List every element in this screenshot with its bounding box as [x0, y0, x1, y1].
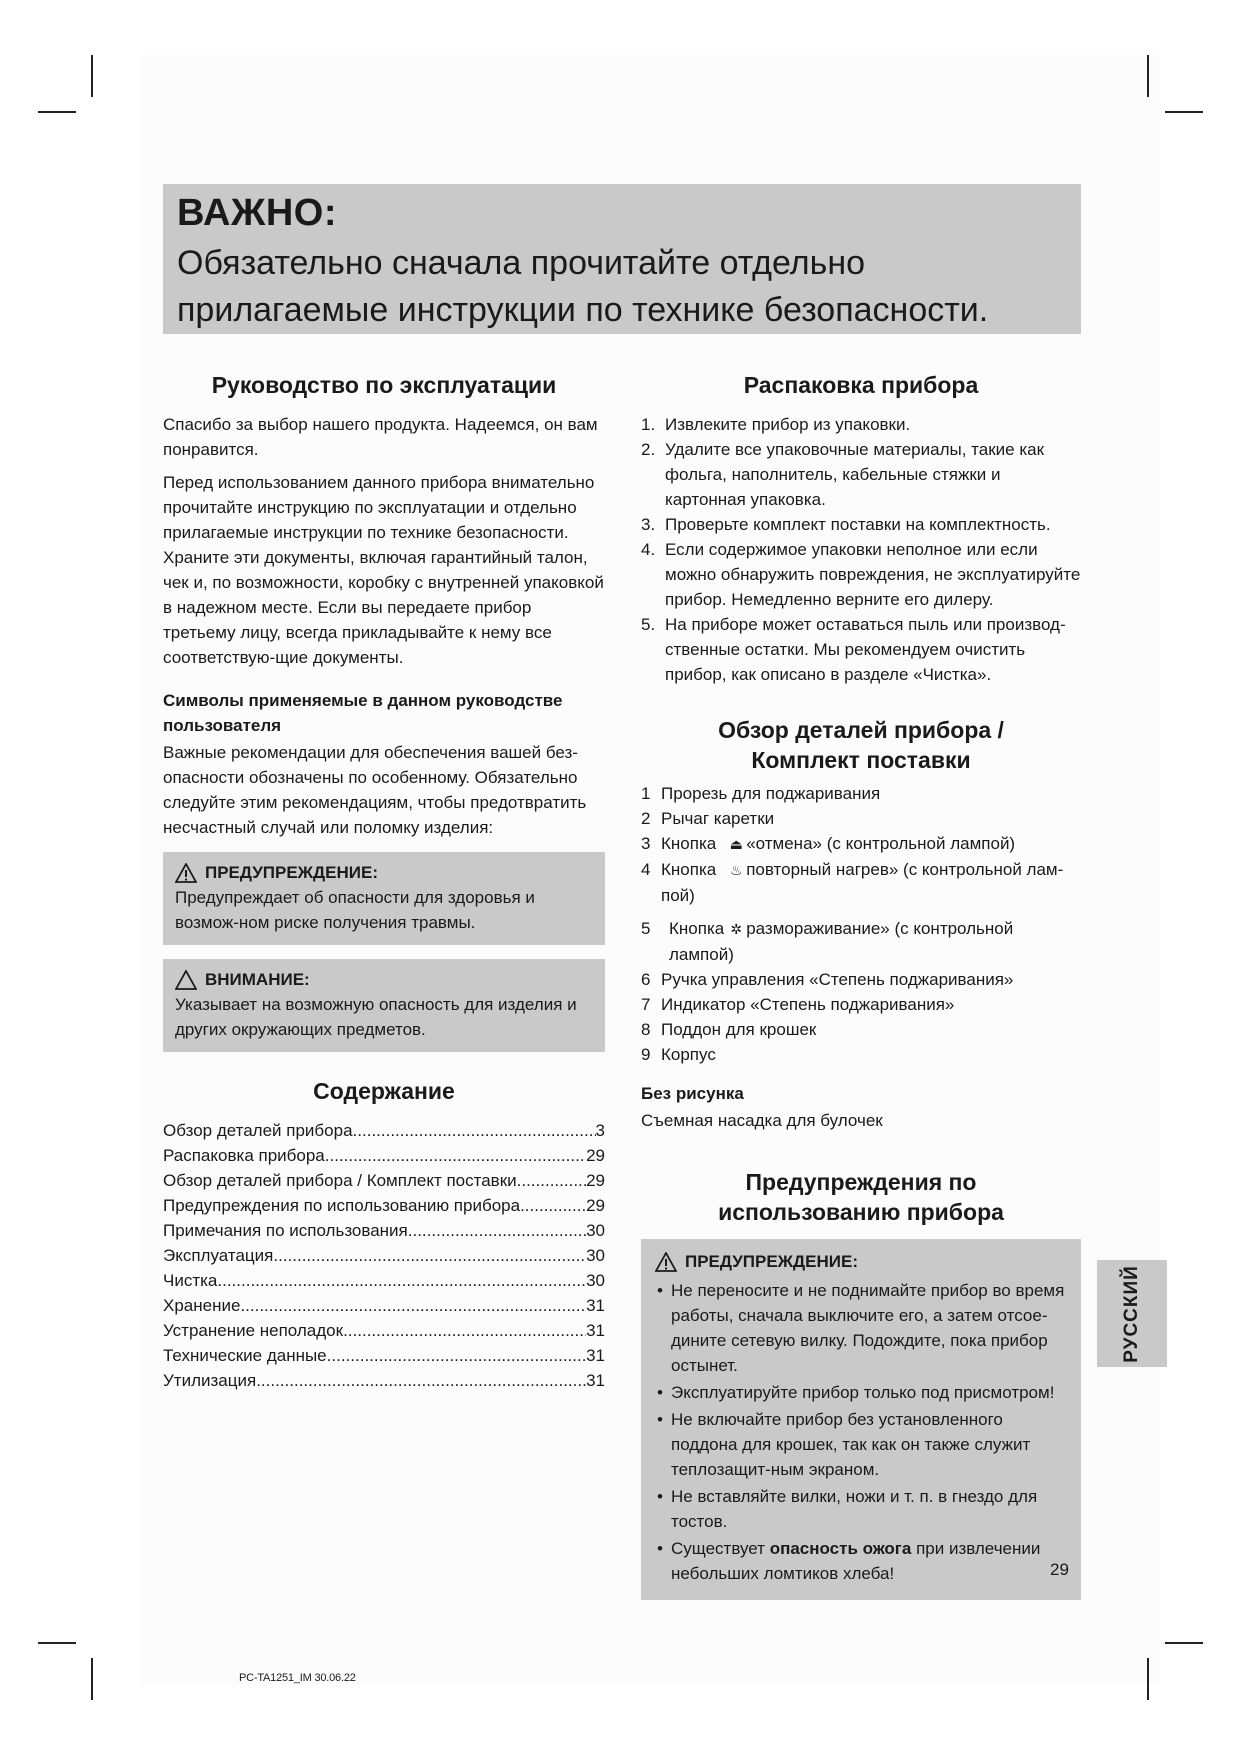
list-item — [641, 992, 1081, 1017]
toc-label: Обзор деталей прибора — [163, 1121, 353, 1140]
usage-heading-line-1: Предупреждения по — [745, 1169, 977, 1195]
list-item: • Не включайте прибор без установленного поддона для крошек, так как он также служит теплозащит-ным экраном. — [649, 1407, 1067, 1482]
symbols-text: Важные рекомендации для обеспечения вашей без-опасности обозначены по особенному. Обязательно следуйте этим рекомендациям, чтобы предотвратить несчастный случай или поломку изделия: — [163, 743, 587, 837]
part-number: 2 — [641, 809, 651, 828]
eject-icon: ⏏ — [729, 836, 743, 852]
intro-paragraph-2: Перед использованием данного прибора внимательно прочитайте инструкцию по эксплуатации и отдельно прилагаемые инструкции по технике безопасности. Храните эти документы, включая гарантийный талон, чек и, по возможности, коробку с внутренней упаковкой в надежном месте. Если вы передаете прибор третьему лицу, всегда прикладывайте к нему все соответствую-щие документы. — [163, 473, 604, 667]
defrost-icon: ✲ — [730, 921, 743, 937]
crop-mark — [1165, 1642, 1203, 1644]
part-number: 6 — [641, 970, 651, 989]
list-item — [641, 967, 1081, 992]
toc-page: 31 — [586, 1296, 605, 1315]
part-text: Кнопка — [669, 919, 725, 938]
toc-entry[interactable] — [163, 1343, 605, 1368]
warning-box — [163, 852, 605, 945]
list-item — [641, 1042, 1081, 1067]
intro-paragraph-1: Спасибо за выбор нашего продукта. Надеемся, он вам понравится. — [163, 415, 598, 459]
list-item — [641, 806, 1081, 831]
unpack-heading: Распаковка прибора — [743, 372, 979, 398]
no-picture-heading: Без рисунка — [641, 1084, 744, 1103]
reheat-icon: ♨ — [729, 862, 743, 878]
crop-mark — [38, 1642, 76, 1644]
step-text: Проверьте комплект поставки на комплектность. — [665, 515, 1051, 534]
toc-label: Технические данные — [163, 1346, 327, 1365]
list-item — [641, 1017, 1081, 1042]
list-item — [641, 412, 1081, 437]
bullet-text: Эксплуатируйте прибор только под присмотром! — [671, 1383, 1055, 1402]
bullet-text: Существует — [671, 1539, 770, 1558]
usage-heading — [641, 1167, 1081, 1227]
part-text: Кнопка — [661, 834, 717, 853]
crop-mark — [38, 111, 76, 113]
toc-entry[interactable] — [163, 1268, 605, 1293]
no-picture-text: Съемная насадка для булочек — [641, 1111, 883, 1130]
warning-title — [175, 860, 593, 885]
part-text: Ручка управления «Степень поджаривания» — [661, 970, 1014, 989]
list-item — [641, 612, 1081, 687]
list-item: • Не вставляйте вилки, ножи и т. п. в гнездо для тостов. — [649, 1484, 1067, 1534]
toc-page: 31 — [586, 1371, 605, 1390]
list-item: • Существует опасность ожога при извлечении небольших ломтиков хлеба! — [657, 1539, 1041, 1583]
toc-entry[interactable] — [163, 1193, 605, 1218]
parts-heading — [641, 715, 1081, 775]
usage-warning-list — [649, 1278, 1067, 1586]
part-text: Индикатор «Степень поджаривания» — [661, 995, 955, 1014]
part-text-rest: повторный нагрев» (с контрольной лам-пой) — [661, 860, 1064, 905]
crop-mark — [91, 1658, 93, 1700]
footer-code: PC-TA1251_IM 30.06.22 — [239, 1672, 356, 1684]
toc-label: Эксплуатация — [163, 1246, 274, 1265]
step-number: 4. — [641, 540, 656, 559]
part-number: 1 — [641, 784, 651, 803]
toc-page: 30 — [586, 1271, 605, 1290]
list-item — [641, 831, 1081, 857]
toc-label: Утилизация — [163, 1371, 257, 1390]
caution-triangle-icon — [175, 970, 197, 990]
right-column — [641, 370, 1081, 1614]
part-number: 8 — [641, 1020, 651, 1039]
crop-mark — [1147, 55, 1149, 97]
list-item — [641, 437, 1081, 512]
part-text-rest: «отмена» (с контрольной лампой) — [746, 834, 1016, 853]
step-number: 5. — [641, 615, 656, 634]
bullet-text-rest: при извлечении небольших ломтиков хлеба! — [671, 1539, 1041, 1583]
part-number: 3 — [641, 834, 651, 853]
language-tab — [1097, 1260, 1167, 1367]
part-text: Рычаг каретки — [661, 809, 775, 828]
toc-entry[interactable] — [163, 1318, 605, 1343]
part-number: 7 — [641, 995, 651, 1014]
bullet-bold-text: опасность ожога — [769, 1539, 912, 1558]
step-number: 2. — [641, 440, 656, 459]
part-text: Корпус — [661, 1045, 716, 1064]
bullet-text: Не переносите и не поднимайте прибор во время работы, сначала выключите его, а затем отсое-дините сетевую вилку. Подождите, пока прибор остынет. — [671, 1281, 1065, 1375]
toc-entry[interactable] — [163, 1243, 605, 1268]
banner-text: Обязательно сначала прочитайте отдельно прилагаемые инструкции по технике безопасности. — [177, 244, 989, 329]
list-item — [641, 512, 1081, 537]
toc-label: Предупреждения по использованию прибора — [163, 1196, 521, 1215]
toc-entry[interactable] — [163, 1118, 605, 1143]
symbols-heading: Символы применяемые в данном руководстве пользователя — [163, 691, 563, 735]
banner-title: ВАЖНО: — [177, 192, 337, 234]
toc-heading: Содержание — [313, 1078, 455, 1104]
left-column — [163, 370, 605, 1393]
part-number: 5 — [641, 919, 651, 938]
toc-entry[interactable] — [163, 1168, 605, 1193]
toc-page: 29 — [586, 1146, 605, 1165]
part-number: 9 — [641, 1045, 651, 1064]
warning-triangle-icon — [655, 1252, 677, 1272]
crop-mark — [1165, 111, 1203, 113]
parts-heading-line-2: Комплект поставки — [751, 747, 971, 773]
list-item — [641, 916, 1081, 967]
list-item — [641, 781, 1081, 806]
toc-label: Чистка — [163, 1271, 218, 1290]
toc-page: 3 — [595, 1121, 605, 1140]
warning-text: Предупреждает об опасности для здоровья и возмож-ном риске получения травмы. — [175, 888, 535, 932]
unpack-steps — [641, 412, 1081, 687]
manual-heading: Руководство по эксплуатации — [211, 372, 557, 398]
step-number: 3. — [641, 515, 656, 534]
toc-entry[interactable] — [163, 1293, 605, 1318]
part-text: Поддон для крошек — [661, 1020, 817, 1039]
language-tab-label: РУССКИЙ — [1121, 1264, 1142, 1363]
toc-page: 31 — [586, 1346, 605, 1365]
bullet-text: Не включайте прибор без установленного поддона для крошек, так как он также служит теплозащит-ным экраном. — [671, 1410, 1031, 1479]
part-text: Прорезь для поджаривания — [661, 784, 881, 803]
part-number: 4 — [641, 860, 651, 879]
caution-title-text: ВНИМАНИЕ: — [205, 970, 310, 989]
step-text: Если содержимое упаковки неполное или если можно обнаружить повреждения, не эксплуатируйте прибор. Немедленно верните его дилеру. — [665, 540, 1081, 609]
usage-warning-title-text: ПРЕДУПРЕЖДЕНИЕ: — [685, 1252, 858, 1271]
crop-mark — [91, 55, 93, 97]
toc-entry[interactable] — [163, 1143, 605, 1168]
caution-box — [163, 959, 605, 1052]
list-item: • Не переносите и не поднимайте прибор во время работы, сначала выключите его, а затем отсое-дините сетевую вилку. Подождите, пока прибор остынет. — [649, 1278, 1067, 1378]
caution-text: Указывает на возможную опасность для изделия и других окружающих предметов. — [175, 995, 577, 1039]
list-item — [641, 857, 1081, 908]
usage-warning-title — [649, 1249, 1067, 1274]
toc-label: Хранение — [163, 1296, 241, 1315]
toc-label: Примечания по использования — [163, 1221, 408, 1240]
list-item — [641, 537, 1081, 612]
step-text: На приборе может оставаться пыль или производ-ственные остатки. Мы рекомендуем очистить прибор, как описано в разделе «Чистка». — [665, 615, 1066, 684]
caution-title — [175, 967, 593, 992]
bullet-text: Не вставляйте вилки, ножи и т. п. в гнездо для тостов. — [671, 1487, 1038, 1531]
toc-page: 30 — [586, 1246, 605, 1265]
step-number: 1. — [641, 415, 656, 434]
step-text: Удалите все упаковочные материалы, такие как фольга, наполнитель, кабельные стяжки и картонная упаковка. — [665, 440, 1045, 509]
toc-label: Устранение неполадок — [163, 1321, 344, 1340]
warning-triangle-icon — [175, 863, 197, 883]
toc-page: 29 — [586, 1196, 605, 1215]
warning-title-text: ПРЕДУПРЕЖДЕНИЕ: — [205, 863, 378, 882]
table-of-contents — [163, 1118, 605, 1393]
toc-entry[interactable] — [163, 1368, 605, 1393]
part-text: Кнопка — [661, 860, 717, 879]
important-banner — [163, 184, 1081, 334]
parts-heading-line-1: Обзор деталей прибора / — [718, 717, 1004, 743]
usage-warning-box — [641, 1239, 1081, 1600]
toc-page: 31 — [586, 1321, 605, 1340]
page-number: 29 — [1050, 1560, 1069, 1579]
step-text: Извлеките прибор из упаковки. — [665, 415, 911, 434]
crop-mark — [1147, 1658, 1149, 1700]
toc-label: Распаковка прибора — [163, 1146, 325, 1165]
toc-label: Обзор деталей прибора / Комплект поставки — [163, 1171, 517, 1190]
toc-entry[interactable] — [163, 1218, 605, 1243]
parts-list — [641, 781, 1081, 1067]
toc-page: 29 — [586, 1171, 605, 1190]
part-text-rest: размораживание» (с контрольной лампой) — [669, 919, 1014, 964]
list-item: • Эксплуатируйте прибор только под присмотром! — [649, 1380, 1067, 1405]
toc-page: 30 — [586, 1221, 605, 1240]
usage-heading-line-2: использованию прибора — [718, 1199, 1004, 1225]
